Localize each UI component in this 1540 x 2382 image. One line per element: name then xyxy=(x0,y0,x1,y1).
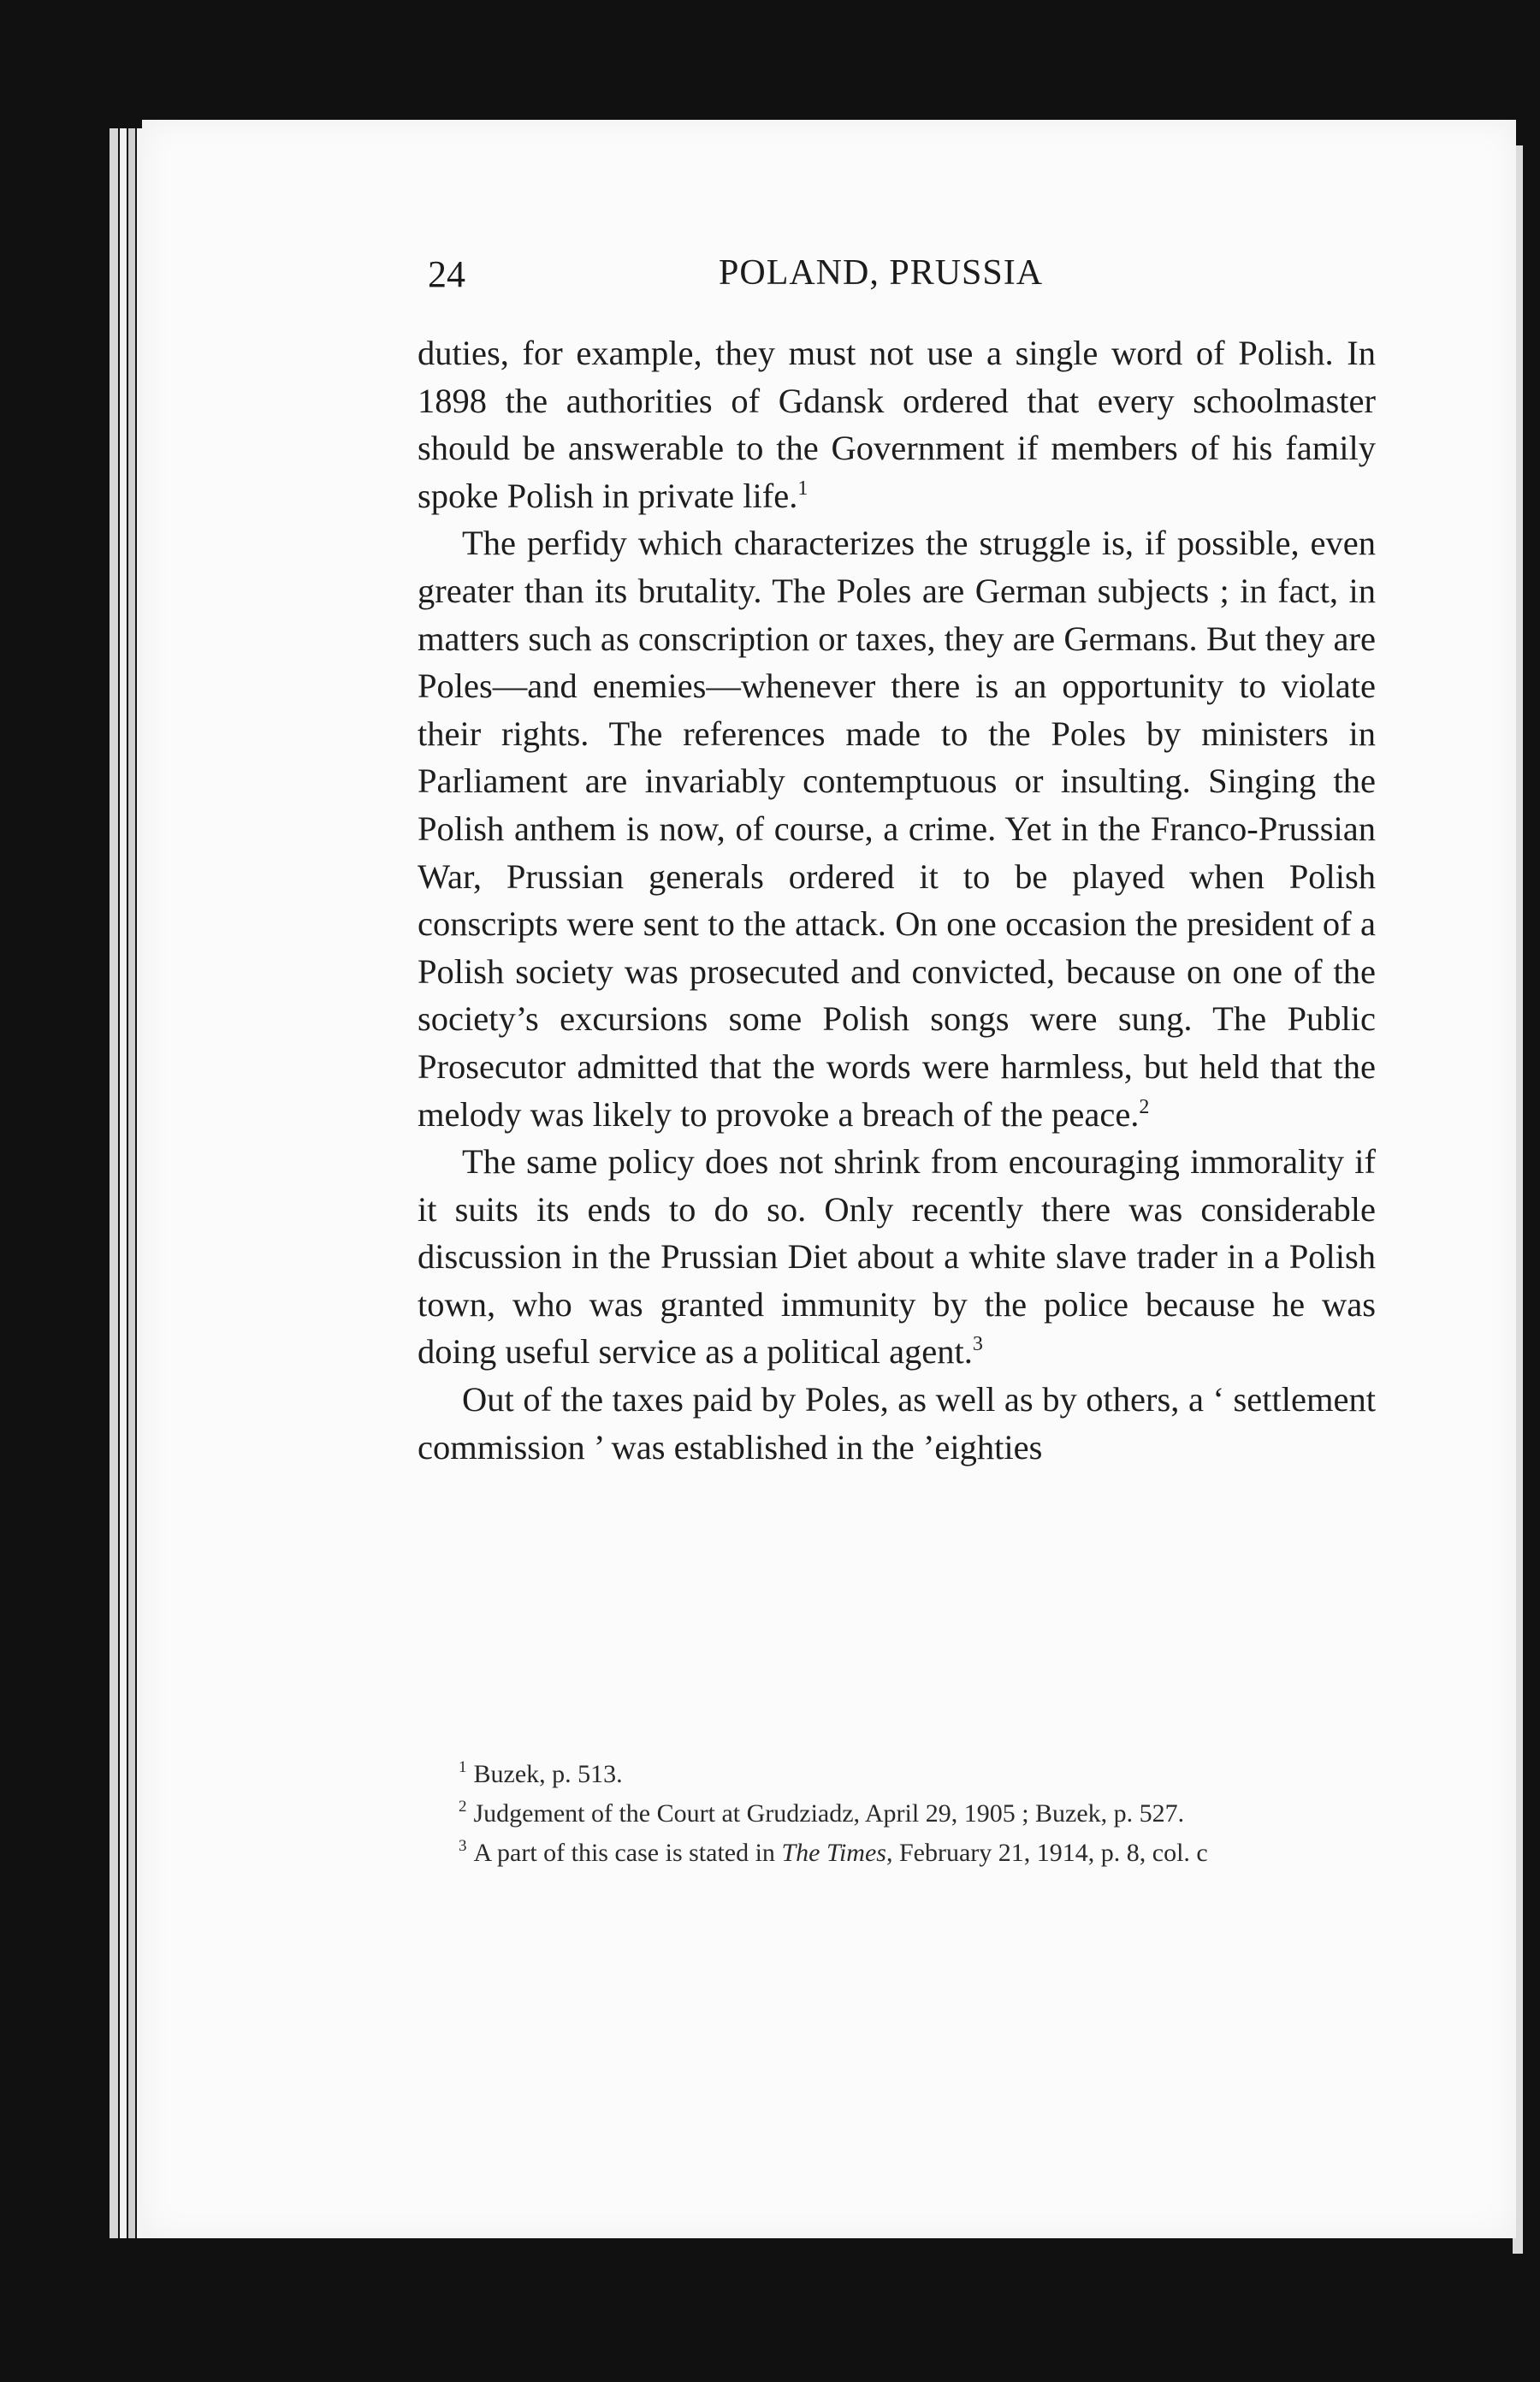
paragraph xyxy=(418,329,1376,519)
paragraph xyxy=(418,519,1376,1138)
footnote xyxy=(418,1758,1376,1791)
page-number: 24 xyxy=(428,253,465,295)
footnote-text: , February 21, 1914, p. 8, col. c xyxy=(886,1839,1208,1867)
publication-title: The Times xyxy=(781,1839,886,1867)
footnote-text: Buzek, p. 513. xyxy=(473,1760,623,1788)
footnote-mark: 1 xyxy=(459,1758,467,1776)
footnote-mark: 3 xyxy=(459,1837,467,1855)
paragraph xyxy=(418,1376,1376,1471)
running-title: POLAND, PRUSSIA xyxy=(719,253,1044,293)
footnote-reference: 1 xyxy=(797,477,808,500)
paragraph-text: Out of the taxes paid by Poles, as well as by others, a ‘ settlement commission ’ was established in the ’eighties xyxy=(418,1380,1376,1467)
page-header xyxy=(428,252,1369,304)
paragraph-text: The perfidy which characterizes the struggle is, if possible, even greater than its brutality. The Poles are German subjects ; in fact, in matters such as conscription or taxes, they are Germans. But they are Poles—and enemies—whenever there is an opportunity to violate their rights. The references made to the Poles by ministers in Parliament are invariably contemptuous or insulting. Singing the Polish anthem is now, of course, a crime. Yet in the Franco-Prussian War, Prussian generals ordered it to be played when Polish conscripts were sent to the attack. On one occasion the president of a Polish society was prosecuted and convicted, because on one of the society’s excursions some Polish songs were sung. The Public Prosecutor admitted that the words were harmless, but held that the melody was likely to provoke a breach of the peace. xyxy=(418,524,1376,1134)
paragraph-text: duties, for example, they must not use a single word of Polish. In 1898 the authorities of Gdansk ordered that every schoolmaster should be answerable to the Government if members of his family spoke Polish in private life. xyxy=(418,334,1376,515)
footnote-text: Judgement of the Court at Grudziadz, April 29, 1905 ; Buzek, p. 527. xyxy=(473,1799,1185,1828)
footnote xyxy=(418,1837,1376,1869)
page-stack-edge xyxy=(128,128,135,2238)
footnote-text: A part of this case is stated in xyxy=(473,1839,782,1867)
paragraph xyxy=(418,1138,1376,1376)
footnote-mark: 2 xyxy=(459,1798,467,1816)
page-stack-edge xyxy=(110,128,118,2238)
footnote xyxy=(418,1798,1376,1830)
footnote-reference: 2 xyxy=(1139,1095,1150,1118)
footnotes xyxy=(418,1758,1376,1876)
page-stack-edge xyxy=(120,128,127,2238)
body-text xyxy=(418,329,1376,1471)
footnote-reference: 3 xyxy=(972,1333,983,1356)
paragraph-text: The same policy does not shrink from encouraging immorality if it suits its ends to do so. Only recently there was considerable discussion in the Prussian Diet about a white slave trader in a Polish town, who was granted immunity by the police because he was doing useful service as a political agent. xyxy=(418,1142,1376,1372)
